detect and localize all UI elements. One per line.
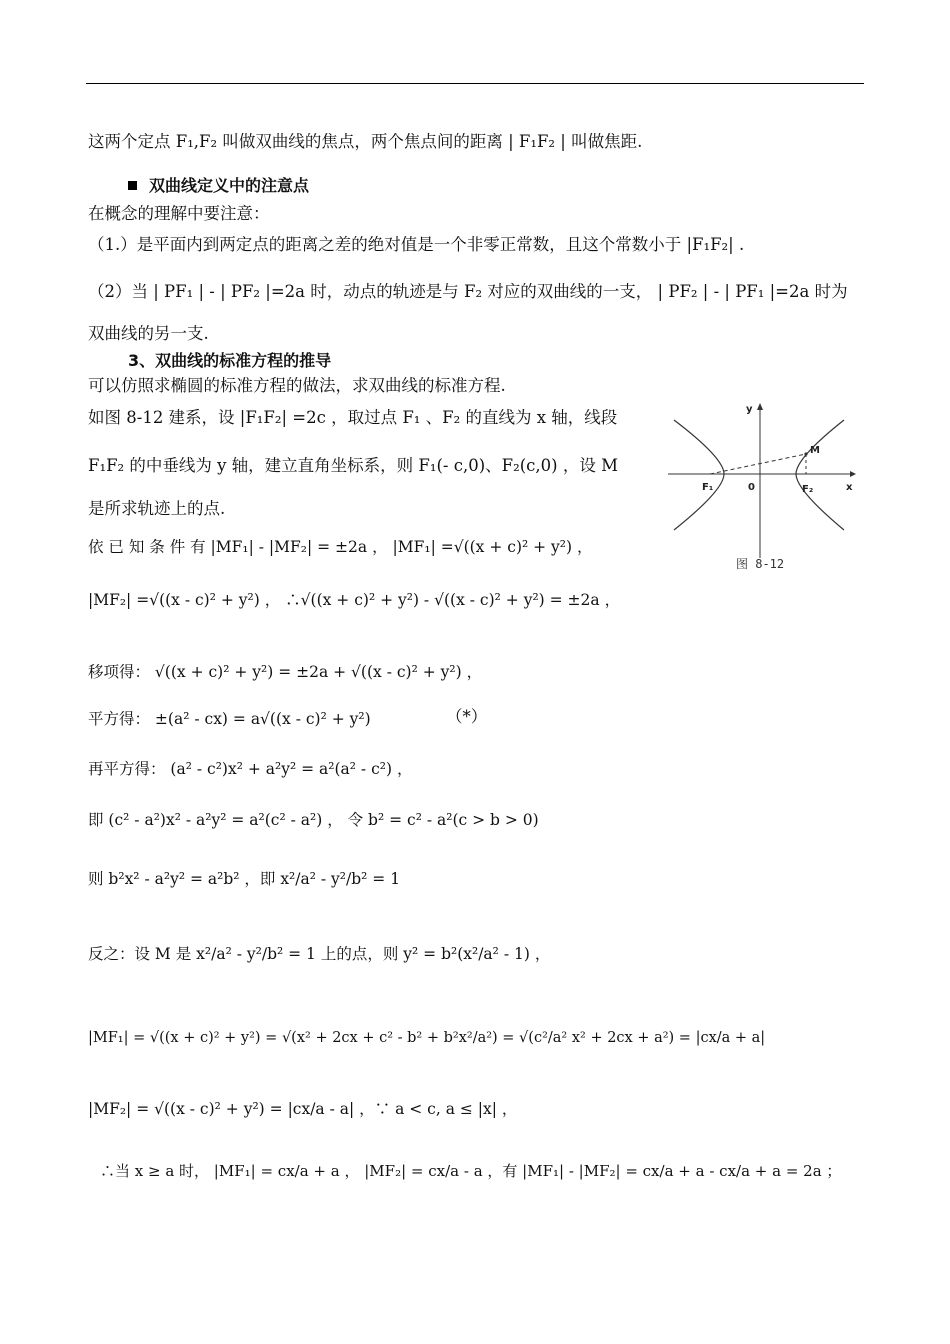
line-note-1: （1.）是平面内到两定点的距离之差的绝对值是一个非零正常数，且这个常数小于 |F₁F₂| .: [88, 235, 745, 254]
section-heading-notes: [128, 175, 309, 197]
m-label: M: [810, 445, 820, 456]
line-coordinate-setup: 如图 8-12 建系，设 |F₁F₂| =2c ，取过点 F₁ 、F₂ 的直线为 x 轴，线段: [88, 408, 618, 427]
right-branch: [796, 420, 844, 530]
point-m: [804, 452, 807, 455]
line-axes-setup: F₁F₂ 的中垂线为 y 轴，建立直角坐标系，则 F₁(- c,0)、F₂(c,0) ，设 M: [88, 456, 618, 475]
line-converse: 反之：设 M 是 x²/a² - y²/b² = 1 上的点，则 y² = b²(x²/a² - 1) ，: [88, 945, 551, 963]
line-foci-definition: 这两个定点 F₁,F₂ 叫做双曲线的焦点，两个焦点间的距离 | F₁F₂ | 叫做焦距.: [88, 132, 643, 151]
line-condition-eq: |MF₂| =√((x - c)² + y²) ， ∴√((x + c)² + y²) - √((x - c)² + y²) = ±2a ，: [88, 591, 621, 609]
line-standard-form: 则 b²x² - a²y² = a²b² ，即 x²/a² - y²/b² = 1: [88, 870, 401, 888]
y-axis-arrow-icon: [757, 403, 763, 410]
line-mf2-distance: |MF₂| = √((x - c)² + y²) = |cx/a - a| ，∵ a < c, a ≤ |x| ，: [88, 1100, 518, 1118]
heading-text: 双曲线定义中的注意点: [149, 176, 310, 195]
line-transpose: 移项得： √((x + c)² + y²) = ±2a + √((x - c)² + y²) ，: [88, 663, 483, 681]
figure-caption: 图 8-12: [736, 557, 785, 571]
line-square: 平方得： ±(a² - cx) = a√((x - c)² + y²): [88, 710, 371, 728]
line-point-m: 是所求轨迹上的点.: [88, 499, 226, 518]
header-rule: [86, 83, 864, 84]
line-square-again: 再平方得： (a² - c²)x² + a²y² = a²(a² - c²) ，: [88, 760, 413, 778]
x-label: x: [846, 482, 853, 493]
f2-label: F₂: [802, 484, 814, 495]
line-note-2: （2）当 | PF₁ | - | PF₂ |=2a 时，动点的轨迹是与 F₂ 对应的双曲线的一支， | PF₂ | - | PF₁ |=2a 时为: [88, 282, 848, 301]
line-note-intro: 在概念的理解中要注意：: [88, 204, 270, 223]
left-branch: [674, 420, 724, 530]
f1-label: F₁: [702, 482, 714, 493]
line-rearrange: 即 (c² - a²)x² - a²y² = a²(c² - a²) ， 令 b² = c² - a²(c > b > 0): [88, 811, 539, 829]
line-note-2-cont: 双曲线的另一支.: [88, 324, 209, 343]
dashed-mf1: [710, 454, 806, 474]
x-axis-arrow-icon: [850, 471, 856, 477]
square-bullet-icon: [128, 181, 137, 190]
y-label: y: [746, 404, 753, 415]
origin-label: 0: [748, 482, 755, 493]
line-derivation-intro: 可以仿照求椭圆的标准方程的做法，求双曲线的标准方程.: [88, 376, 506, 395]
line-mf1-distance: |MF₁| = √((x + c)² + y²) = √(x² + 2cx + c² - b² + b²x²/a²) = √(c²/a² x² + 2cx + a²) = |cx/a + a|: [88, 1030, 766, 1046]
equation-tag: （*）: [446, 707, 488, 726]
line-conclusion: ∴当 x ≥ a 时， |MF₁| = cx/a + a ， |MF₂| = cx/a - a ，有 |MF₁| - |MF₂| = cx/a + a - cx/a + a = 2a ；: [100, 1162, 842, 1180]
line-condition: 依 已 知 条 件 有 |MF₁| - |MF₂| = ±2a ， |MF₁| =√((x + c)² + y²) ，: [88, 538, 593, 556]
hyperbola-figure: [664, 398, 860, 574]
section-heading-derivation: 3、双曲线的标准方程的推导: [128, 351, 332, 370]
